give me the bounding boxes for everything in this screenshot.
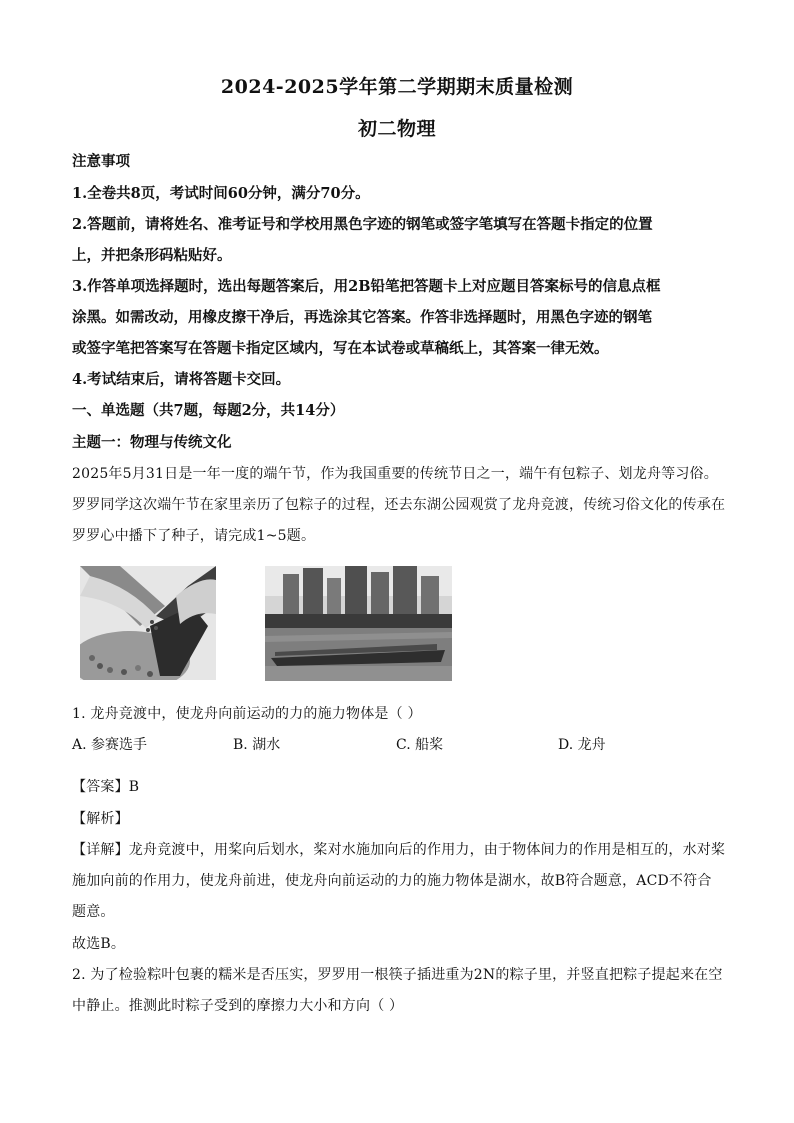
- intro-line: 罗罗同学这次端午节在家里亲历了包粽子的过程，还去东湖公园观赏了龙舟竞渡，传统习俗文化的传承在: [72, 497, 726, 513]
- answer-label: 【答案】B: [72, 779, 140, 795]
- note-line: 涂黑。如需改动，用橡皮擦干净后，再选涂其它答案。作答非选择题时，用黑色字迹的钢笔: [72, 309, 652, 326]
- notes-heading: 注意事项: [72, 153, 130, 170]
- intro-line: 罗罗心中播下了种子，请完成1~5题。: [72, 528, 316, 544]
- dragon-boat-race-photo: [265, 566, 452, 681]
- question-1-stem: 1. 龙舟竞渡中，使龙舟向前运动的力的施力物体是（ ）: [72, 706, 422, 722]
- exam-subject: 初二物理: [357, 118, 436, 140]
- option-c: C. 船桨: [396, 737, 444, 753]
- option-d: D. 龙舟: [558, 737, 606, 753]
- question-2-stem: 中静止。推测此时粽子受到的摩擦力大小和方向（ ）: [72, 998, 404, 1014]
- question-2-stem: 2. 为了检验粽叶包裹的糯米是否压实，罗罗用一根筷子插进重为2N的粽子里，并竖直把粽子提起来在空: [72, 967, 723, 983]
- zongzi-wrapping-photo: [80, 566, 216, 680]
- conclusion-line: 故选B。: [72, 936, 126, 952]
- section-title: 一、单选题（共7题，每题2分，共14分）: [72, 402, 345, 419]
- option-b: B. 湖水: [233, 737, 281, 753]
- theme-title: 主题一：物理与传统文化: [72, 434, 232, 451]
- detail-line: 施加向前的作用力，使龙舟前进，使龙舟向前运动的力的施力物体是湖水，故B符合题意，ACD不符合: [72, 873, 712, 889]
- intro-line: 2025年5月31日是一年一度的端午节，作为我国重要的传统节日之一，端午有包粽子、划龙舟等习俗。: [72, 466, 718, 482]
- note-line: 3.作答单项选择题时，选出每题答案后，用2B铅笔把答题卡上对应题目答案标号的信息点框: [72, 278, 661, 295]
- note-line: 4.考试结束后，请将答题卡交回。: [72, 371, 291, 388]
- note-line: 2.答题前，请将姓名、准考证号和学校用黑色字迹的钢笔或签字笔填写在答题卡指定的位置: [72, 216, 653, 233]
- detail-line: 【详解】龙舟竞渡中，用桨向后划水，桨对水施加向后的作用力，由于物体间力的作用是相互的，水对桨: [72, 842, 726, 858]
- analysis-label: 【解析】: [72, 811, 129, 827]
- exam-title: 2024-2025学年第二学期期末质量检测: [220, 76, 574, 98]
- option-a: A. 参赛选手: [72, 737, 148, 753]
- note-line: 1.全卷共8页，考试时间60分钟，满分70分。: [72, 185, 370, 202]
- note-line: 或签字笔把答案写在答题卡指定区域内，写在本试卷或草稿纸上，其答案一律无效。: [72, 340, 609, 357]
- note-line: 上，并把条形码粘贴好。: [72, 247, 232, 264]
- detail-line: 题意。: [72, 904, 115, 920]
